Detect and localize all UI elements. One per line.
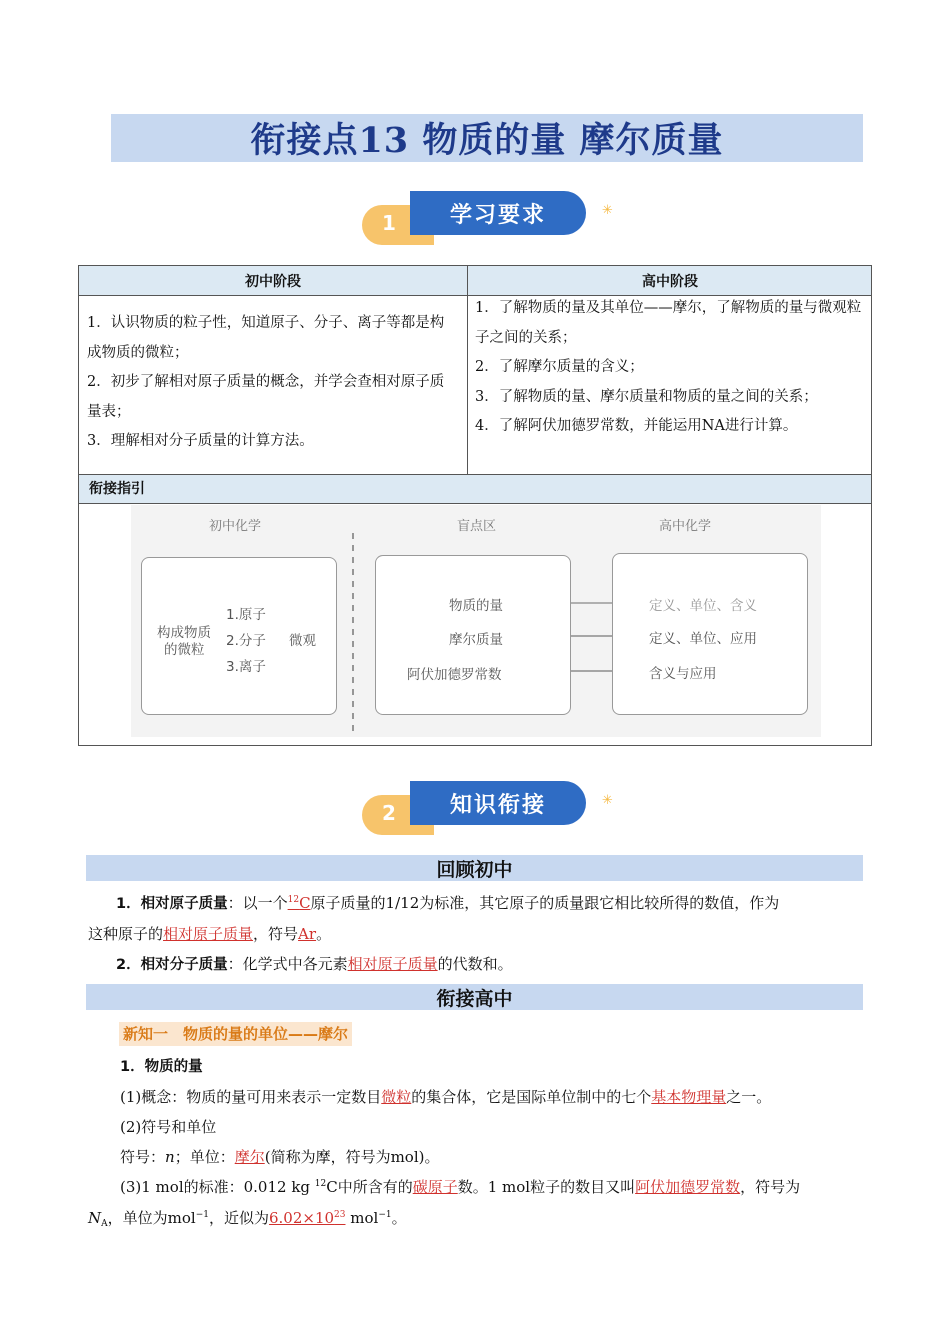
text: 符号：: [120, 1148, 166, 1166]
text: 之一。: [726, 1088, 772, 1106]
text: C中所含有的: [326, 1178, 413, 1196]
left-result: 微观: [289, 633, 316, 649]
col-header-senior: 高中阶段: [642, 273, 698, 290]
text: C: [299, 894, 311, 912]
left-main-label-2: 的微粒: [164, 642, 205, 658]
term-label: 2．相对分子质量: [116, 957, 228, 973]
junior-requirements: [87, 309, 453, 457]
column-divider: [467, 266, 468, 474]
text: 12: [314, 1179, 327, 1189]
text: ；单位：: [174, 1148, 235, 1166]
heading-bridge-senior: 衔接高中: [86, 984, 863, 1010]
list-item: 1．了解物质的量及其单位——摩尔，了解物质的量与微观粒子之间的关系；: [475, 300, 862, 346]
text: n: [165, 1148, 175, 1166]
red-term: 微粒: [381, 1088, 412, 1106]
badge-number: 2: [382, 801, 396, 825]
right-item: 含义与应用: [649, 666, 717, 682]
left-item: 3.离子: [226, 659, 266, 675]
text: (3)1 mol的标准：0.012 kg: [120, 1178, 315, 1196]
right-item: 定义、单位、应用: [649, 631, 757, 647]
text: ，符号为: [740, 1178, 801, 1196]
red-term: [269, 1209, 346, 1227]
text: (1)概念：物质的量可用来表示一定数目: [120, 1088, 382, 1106]
bridge-diagram: [131, 505, 821, 737]
text: 原子质量的1/12为标准，其它原子的质量跟它相比较所得的数值，作为: [310, 894, 780, 912]
sparkle-icon: ✳: [602, 793, 613, 808]
right-item: 定义、单位、含义: [649, 598, 757, 614]
text: ，近似为: [208, 1209, 269, 1227]
text: 23: [334, 1210, 346, 1220]
diagram-col-junior: 初中化学: [209, 519, 262, 534]
term-label: 1．相对原子质量: [116, 896, 228, 912]
text: (2)符号和单位: [120, 1118, 217, 1136]
list-item: 2．初步了解相对原子质量的概念，并学会查相对原子质量表；: [87, 374, 445, 420]
text: 12: [287, 895, 300, 905]
diagram-col-blindspot: 盲点区: [457, 519, 497, 534]
red-term: 碳原子: [412, 1178, 458, 1196]
mid-item: 阿伏加德罗常数: [407, 667, 502, 683]
list-item: 1．认识物质的粒子性，知道原子、分子、离子等都是构成物质的微粒；: [87, 315, 445, 361]
text: 。: [316, 925, 332, 943]
page-title: 衔接点13 物质的量 摩尔质量: [250, 120, 724, 161]
text: ，单位为mol: [107, 1209, 196, 1227]
red-term: Ar: [298, 925, 317, 943]
text: −1: [378, 1210, 392, 1220]
col-header-junior: 初中阶段: [245, 273, 301, 290]
list-item: 4．了解阿伏加德罗常数，并能运用NA进行计算。: [475, 418, 798, 434]
text: mol: [345, 1209, 379, 1227]
left-main-label-1: 构成物质: [157, 625, 211, 641]
badge-label: 知识衔接: [410, 781, 586, 825]
text: (简称为摩，符号为mol)。: [264, 1148, 440, 1166]
avogadro-line: [88, 1203, 864, 1233]
red-term: [288, 894, 311, 912]
section-amount-of-substance: [120, 1051, 864, 1202]
sparkle-icon: ✳: [602, 203, 613, 218]
mid-item: 摩尔质量: [449, 632, 503, 648]
subheading: 1．物质的量: [120, 1059, 203, 1075]
text: ：化学式中各元素: [227, 955, 348, 973]
heading-review-junior: 回顾初中: [86, 855, 863, 881]
title-bar: [111, 114, 863, 162]
text: A: [101, 1219, 108, 1229]
red-term: 相对原子质量: [163, 925, 254, 943]
badge-number: 1: [382, 211, 396, 235]
table-header-row: [79, 266, 871, 296]
red-term: 阿伏加德罗常数: [635, 1178, 741, 1196]
list-item: 3．理解相对分子质量的计算方法。: [87, 433, 314, 449]
left-item: 2.分子: [226, 633, 266, 649]
paragraph-relative-atomic-mass: [88, 888, 864, 980]
list-item: 2．了解摩尔质量的含义；: [475, 359, 644, 375]
new-knowledge-label: 新知一 物质的量的单位——摩尔: [119, 1022, 352, 1046]
text: ：以一个: [227, 894, 288, 912]
text: 数。1 mol粒子的数目又叫: [457, 1178, 636, 1196]
requirements-table: [78, 265, 872, 746]
text: N: [88, 1209, 102, 1227]
left-item: 1.原子: [226, 607, 266, 623]
diagram-col-senior: 高中化学: [659, 519, 712, 534]
badge-label: 学习要求: [410, 191, 586, 235]
red-term: 摩尔: [234, 1148, 265, 1166]
section-badge-knowledge: [362, 781, 613, 841]
red-term: 基本物理量: [651, 1088, 727, 1106]
text: 这种原子的: [88, 925, 164, 943]
guide-label: 衔接指引: [79, 474, 871, 504]
section-badge-requirements: [362, 191, 613, 251]
text: 。: [391, 1209, 407, 1227]
text: 的集合体，它是国际单位制中的七个: [411, 1088, 652, 1106]
text: −1: [195, 1210, 209, 1220]
list-item: 3．了解物质的量、摩尔质量和物质的量之间的关系；: [475, 388, 818, 405]
text: ，符号: [253, 925, 299, 943]
red-term: 相对原子质量: [347, 955, 438, 973]
mid-item: 物质的量: [449, 598, 503, 614]
senior-requirements: [475, 294, 865, 442]
text: 6.02×10: [268, 1209, 335, 1227]
text: 的代数和。: [437, 955, 513, 973]
